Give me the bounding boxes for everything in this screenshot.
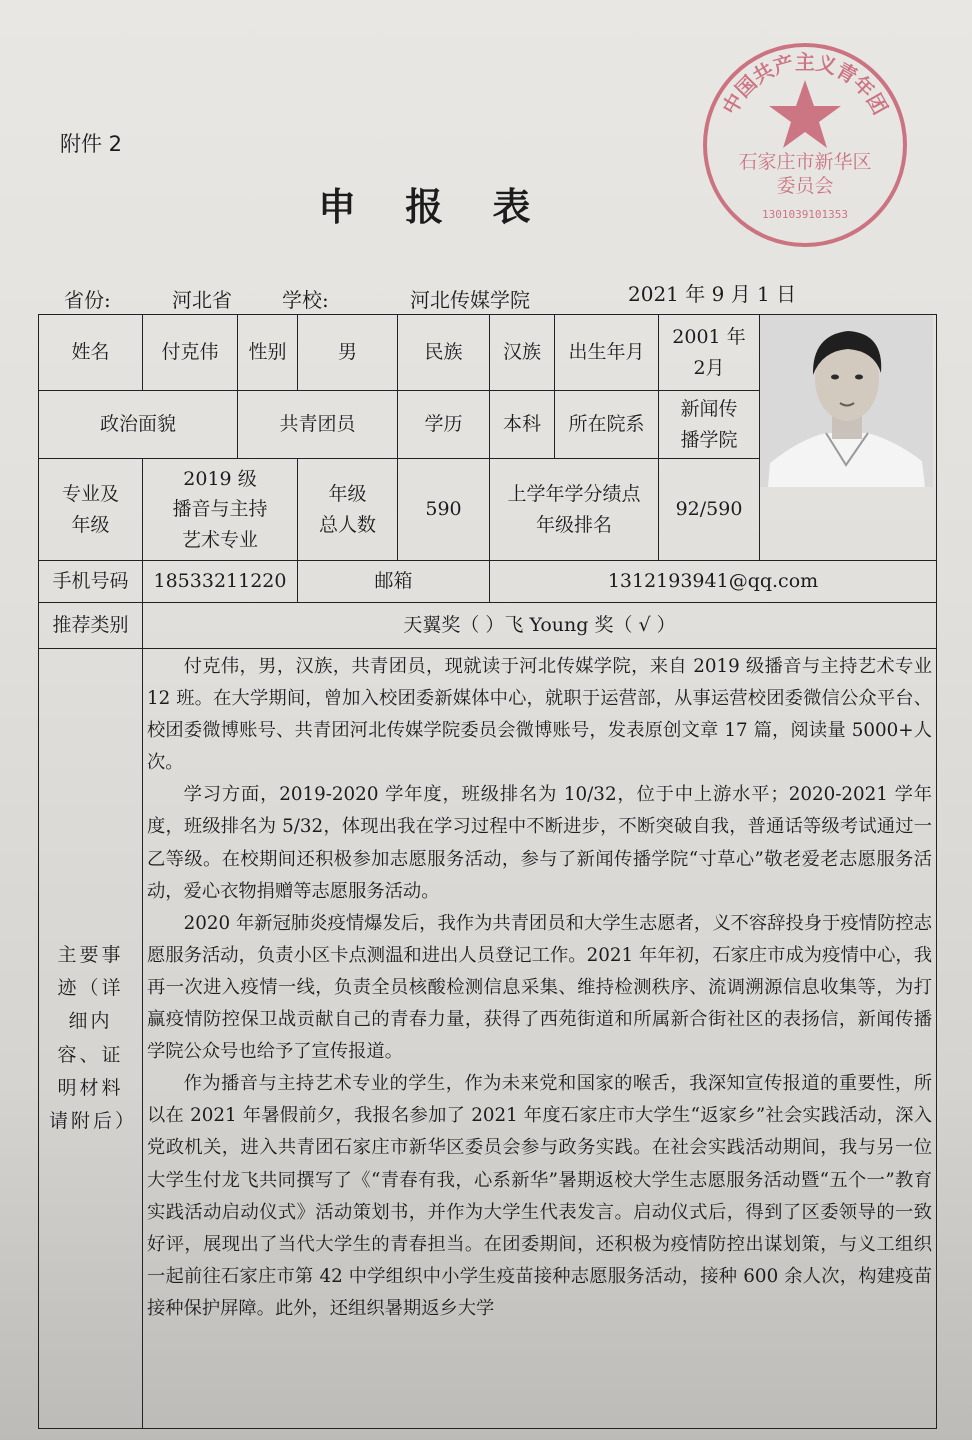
email-value: 1312193941@qq.com — [490, 561, 937, 603]
seal-arc-text: 中国共产主义青年团 — [717, 49, 893, 119]
deeds-paragraph-4: 作为播音与主持艺术专业的学生，作为未来党和国家的喉舌，我深知宣传报道的重要性，所以在 2021 年暑假前夕，我报名参加了 2021 年度石家庄市大学生“返家乡”社会实践活动，深入党政机关，进入共青团石家庄市新华区委员会参与政务实践。在社会实践活动期间，我与另一位大学生付龙飞共同撰写了《“青春有我，心系新华”暑期返校大学生志愿服务活动暨“五个一”教育实践活动启动仪式》活动策划书，并作为大学生代表发言。启动仪式后，得到了区委领导的一致好评，展现出了当代大学生的青春担当。在团委期间，还积极为疫情防控出谋划策，与义工组织一起前往石家庄市第 42 中学组织中小学生疫苗接种志愿服务活动，接种 600 余人次，构建疫苗接种保护屏障。此外，还组织暑期返乡大学 — [147, 1073, 932, 1319]
category-value: 天翼奖（ ）飞 Young 奖（ √ ） — [143, 603, 937, 649]
deeds-label — [39, 649, 143, 1429]
gpa-rank-label — [490, 459, 659, 561]
birth-value-line1: 2001 年 — [672, 326, 746, 349]
gpa-rank-label-line2: 年级排名 — [535, 513, 612, 536]
grade-total-label — [298, 459, 398, 561]
email-label: 邮箱 — [298, 561, 490, 603]
name-value: 付克伟 — [143, 315, 238, 391]
deeds-paragraph-3: 2020 年新冠肺炎疫情爆发后，我作为共青团员和大学生志愿者，义不容辞投身于疫情防控志愿服务活动，负责小区卡点测温和进出人员登记工作。2021 年年初，石家庄市成为疫情中心，我再一次进入疫情一线，负责全员核酸检测信息采集、维持检测秩序、流调溯源信息收集等，为打赢疫情防控保卫战贡献自己的青春力量，获得了西苑街道和所属新合街社区的表扬信，新闻传播学院公众号也给予了宣传报道。 — [147, 912, 932, 1063]
grade-total-value: 590 — [398, 459, 490, 561]
major-value — [143, 459, 298, 561]
attachment-label: 附件 2 — [60, 132, 123, 156]
phone-label: 手机号码 — [39, 561, 143, 603]
ethnicity-value: 汉族 — [490, 315, 555, 391]
ethnicity-label: 民族 — [398, 315, 490, 391]
birth-value — [659, 315, 760, 391]
seal-code: 1301039101353 — [761, 208, 849, 221]
gender-label: 性别 — [238, 315, 298, 391]
official-seal — [700, 40, 910, 250]
education-label: 学历 — [398, 391, 490, 459]
seal-line-2: 委员会 — [776, 175, 834, 197]
grade-total-label-line2: 总人数 — [318, 513, 376, 536]
major-value-line1: 2019 级 — [183, 467, 257, 490]
birth-value-line2: 2月 — [693, 356, 725, 379]
id-photo — [760, 315, 937, 561]
deeds-paragraph-1: 付克伟，男，汉族，共青团员，现就读于河北传媒学院，来自 2019 级播音与主持艺术专业 12 班。在大学期间，曾加入校团委新媒体中心，就职于运营部，从事运营校团委微信公众平台、校团委微博账号、共青团河北传媒学院委员会微博账号，发表原创文章 17 篇，阅读量 5000+人次。 — [147, 656, 932, 774]
deeds-content — [143, 649, 937, 1429]
deeds-label-text: 主要事迹（详细内容、证明材料请附后） — [49, 943, 138, 1132]
application-form — [38, 314, 937, 1429]
gender-value: 男 — [298, 315, 398, 391]
department-line1: 新闻传 — [680, 398, 738, 421]
department-value — [659, 391, 760, 459]
portrait-image — [760, 315, 933, 487]
major-label — [39, 459, 143, 561]
date: 2021 年 9 月 1 日 — [628, 282, 797, 306]
gpa-rank-value: 92/590 — [659, 459, 760, 561]
phone-value: 18533211220 — [143, 561, 298, 603]
name-label: 姓名 — [39, 315, 143, 391]
province-value: 河北省 — [172, 288, 232, 312]
school-value: 河北传媒学院 — [410, 288, 530, 312]
major-value-line2: 播音与主持 — [172, 498, 268, 521]
education-value: 本科 — [490, 391, 555, 459]
page-title: 申 报 表 — [318, 185, 549, 229]
birth-label: 出生年月 — [555, 315, 659, 391]
grade-total-label-line1: 年级 — [328, 483, 367, 506]
major-label-line1: 专业及 — [61, 483, 119, 506]
school-label: 学校: — [282, 288, 329, 312]
department-label: 所在院系 — [555, 391, 659, 459]
gpa-rank-label-line1: 上学年学分绩点 — [507, 483, 641, 506]
seal-line-1: 石家庄市新华区 — [738, 151, 872, 173]
major-value-line3: 艺术专业 — [181, 528, 258, 551]
deeds-paragraph-2: 学习方面，2019-2020 学年度，班级排名为 10/32，位于中上游水平；2020-2021 学年度，班级排名为 5/32，体现出我在学习过程中不断进步，不断突破自我，普通话等级考试通过一乙等级。在校期间还积极参加志愿服务活动，参与了新闻传播学院“寸草心”敬老爱老志愿服务活动，爱心衣物捐赠等志愿服务活动。 — [147, 784, 932, 902]
major-label-line2: 年级 — [71, 513, 110, 536]
political-label: 政治面貌 — [39, 391, 238, 459]
political-value: 共青团员 — [238, 391, 398, 459]
province-label: 省份: — [64, 288, 111, 312]
department-line2: 播学院 — [680, 428, 738, 451]
category-label: 推荐类别 — [39, 603, 143, 649]
